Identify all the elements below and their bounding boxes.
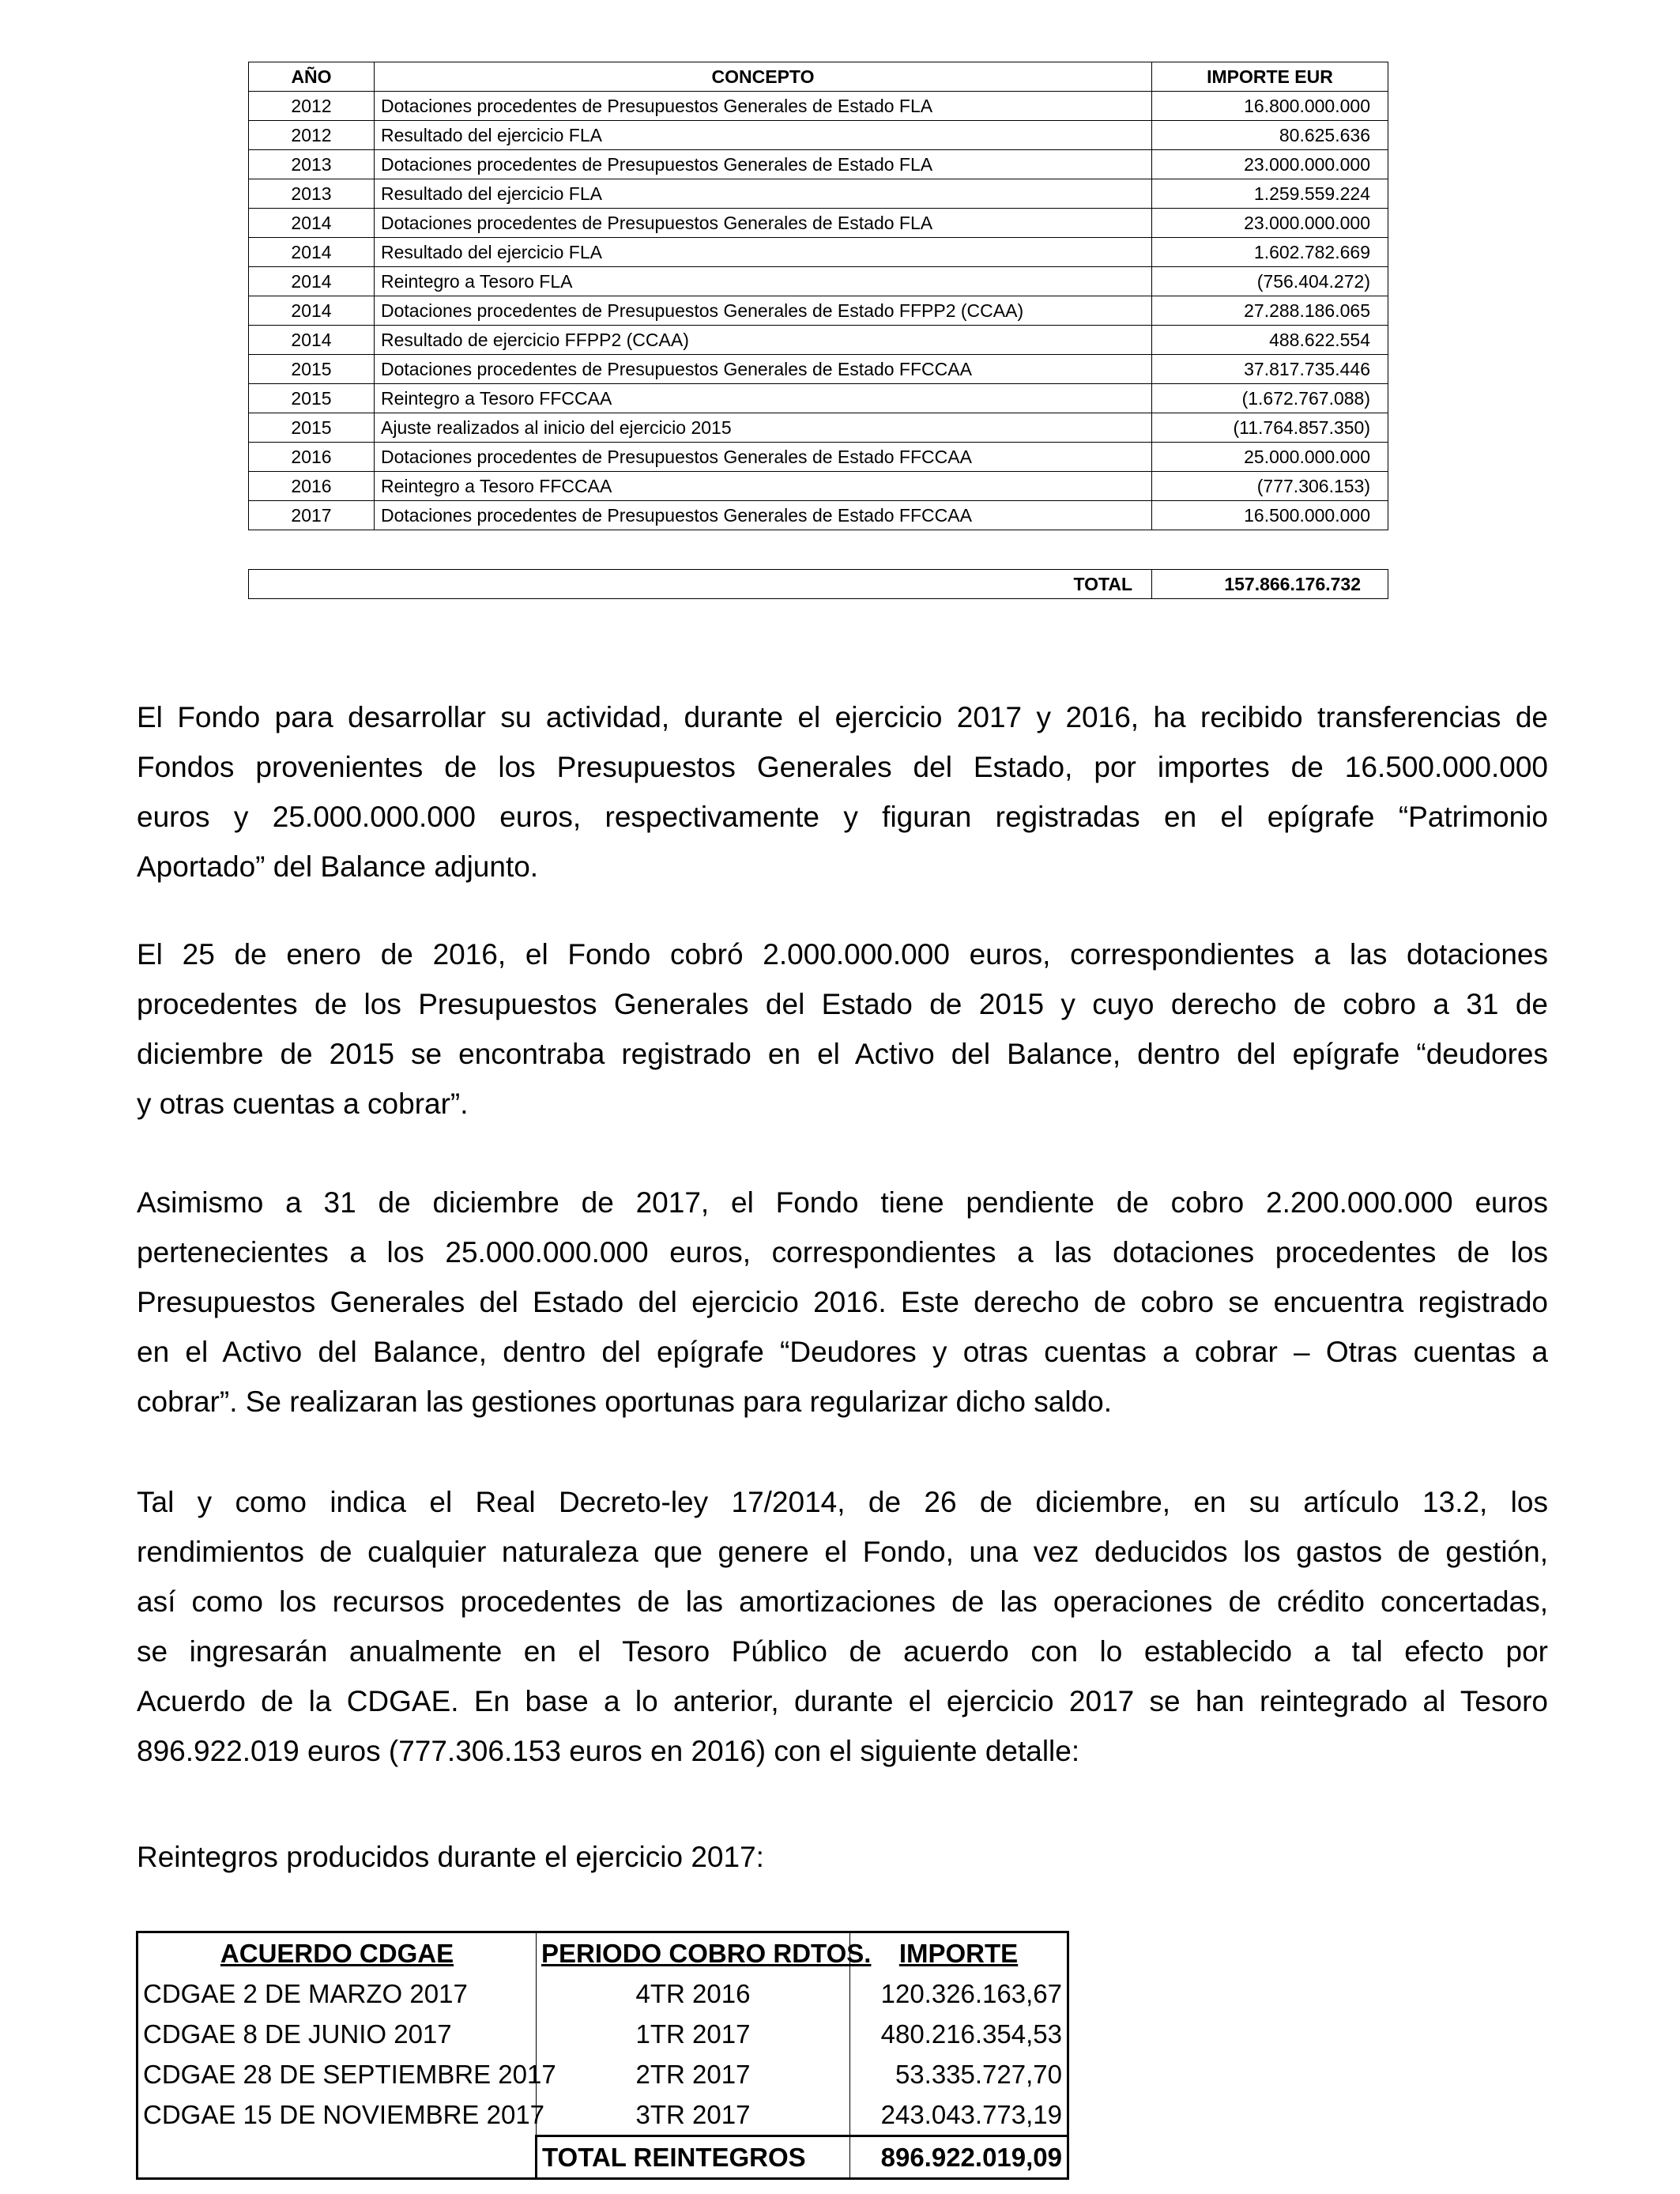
- table-header-row: [137, 1932, 1068, 1974]
- paragraph-pendiente-cobro: [137, 1178, 1548, 1427]
- row-year: 2013: [249, 150, 375, 179]
- paragraph-line: se ingresarán anualmente en el Tesoro Público de acuerdo con lo establecido a tal efecto por: [137, 1635, 1548, 1668]
- row-amount: 25.000.000.000: [1152, 443, 1388, 472]
- table-row: [249, 179, 1388, 209]
- row-amount: 80.625.636: [1152, 121, 1388, 150]
- reintegros-table: [136, 1931, 1069, 2180]
- header-amount: IMPORTE EUR: [1152, 62, 1388, 92]
- header-periodo: PERIODO COBRO RDTOS.: [537, 1932, 850, 1974]
- table-row: [137, 2054, 1068, 2094]
- paragraph-line: así como los recursos procedentes de las amortizaciones de las operaciones de crédito concertadas,: [137, 1585, 1548, 1618]
- row-concept: Reintegro a Tesoro FFCCAA: [375, 472, 1152, 501]
- row-amount: 1.602.782.669: [1152, 238, 1388, 267]
- paragraph-line: El Fondo para desarrollar su actividad, durante el ejercicio 2017 y 2016, ha recibido transferencias de: [137, 701, 1548, 733]
- aportaciones-total-table: [248, 569, 1388, 599]
- row-year: 2012: [249, 92, 375, 121]
- row-year: 2014: [249, 326, 375, 355]
- reintegros-table-body: [137, 1973, 1068, 2179]
- row-year: 2015: [249, 355, 375, 384]
- row-concept: Dotaciones procedentes de Presupuestos Generales de Estado FFPP2 (CCAA): [375, 296, 1152, 326]
- paragraph-line: en el Activo del Balance, dentro del epígrafe “Deudores y otras cuentas a cobrar – Otras cuentas a: [137, 1336, 1548, 1368]
- total-row: [249, 570, 1388, 599]
- row-concept: Ajuste realizados al inicio del ejercicio 2015: [375, 413, 1152, 443]
- header-concept: CONCEPTO: [375, 62, 1152, 92]
- table-row: [249, 209, 1388, 238]
- row-amount: (777.306.153): [1152, 472, 1388, 501]
- row-concept: Dotaciones procedentes de Presupuestos Generales de Estado FLA: [375, 209, 1152, 238]
- row-concept: Dotaciones procedentes de Presupuestos Generales de Estado FFCCAA: [375, 355, 1152, 384]
- row-amount: 27.288.186.065: [1152, 296, 1388, 326]
- table-row: [249, 296, 1388, 326]
- row-year: 2012: [249, 121, 375, 150]
- table-row: [249, 384, 1388, 413]
- row-year: 2015: [249, 413, 375, 443]
- row-concept: Resultado del ejercicio FLA: [375, 121, 1152, 150]
- table-row: [249, 472, 1388, 501]
- row-amount: 488.622.554: [1152, 326, 1388, 355]
- row-concept: Dotaciones procedentes de Presupuestos Generales de Estado FFCCAA: [375, 443, 1152, 472]
- paragraph-reintegros-intro: [137, 1832, 1548, 1882]
- row-importe: 480.216.354,53: [850, 2014, 1068, 2054]
- table-row: [249, 267, 1388, 296]
- paragraph-line: diciembre de 2015 se encontraba registrado en el Activo del Balance, dentro del epígrafe “deudores: [137, 1038, 1548, 1070]
- table-row: [249, 121, 1388, 150]
- row-year: 2017: [249, 501, 375, 530]
- total-reintegros-amount: 896.922.019,09: [850, 2136, 1068, 2179]
- row-acuerdo: CDGAE 8 DE JUNIO 2017: [143, 2019, 452, 2049]
- row-periodo: 4TR 2016: [537, 1973, 850, 2014]
- paragraph-line: Fondos provenientes de los Presupuestos Generales del Estado, por importes de 16.500.000.000: [137, 751, 1548, 783]
- row-amount: 23.000.000.000: [1152, 209, 1388, 238]
- table-row: [249, 326, 1388, 355]
- row-year: 2016: [249, 443, 375, 472]
- paragraph-line: Reintegros producidos durante el ejercicio 2017:: [137, 1841, 764, 1873]
- table-row: [249, 150, 1388, 179]
- total-reintegros-label: TOTAL REINTEGROS: [537, 2136, 850, 2179]
- row-concept: Resultado del ejercicio FLA: [375, 238, 1152, 267]
- aportaciones-table: [248, 62, 1388, 530]
- table-row: [137, 1973, 1068, 2014]
- row-amount: (1.672.767.088): [1152, 384, 1388, 413]
- row-importe: 120.326.163,67: [850, 1973, 1068, 2014]
- table-header-row: [249, 62, 1388, 92]
- row-amount: 23.000.000.000: [1152, 150, 1388, 179]
- row-year: 2014: [249, 296, 375, 326]
- row-amount: (11.764.857.350): [1152, 413, 1388, 443]
- aportaciones-table-body: [249, 92, 1388, 530]
- row-periodo: 2TR 2017: [537, 2054, 850, 2094]
- total-row: [137, 2136, 1068, 2179]
- row-concept: Resultado de ejercicio FFPP2 (CCAA): [375, 326, 1152, 355]
- paragraph-transferencias: [137, 692, 1548, 892]
- paragraph-line: pertenecientes a los 25.000.000.000 euros, correspondientes a las dotaciones procedentes de los: [137, 1236, 1548, 1269]
- table-row: [249, 92, 1388, 121]
- header-importe: IMPORTE: [850, 1932, 1068, 1974]
- table-row: [249, 501, 1388, 530]
- table-row: [249, 355, 1388, 384]
- table-row: [249, 238, 1388, 267]
- row-concept: Dotaciones procedentes de Presupuestos Generales de Estado FLA: [375, 150, 1152, 179]
- row-periodo: 1TR 2017: [537, 2014, 850, 2054]
- row-concept: Dotaciones procedentes de Presupuestos Generales de Estado FFCCAA: [375, 501, 1152, 530]
- row-acuerdo: CDGAE 2 DE MARZO 2017: [143, 1978, 468, 2008]
- total-amount: 157.866.176.732: [1152, 570, 1388, 599]
- row-importe: 243.043.773,19: [850, 2094, 1068, 2136]
- row-year: 2014: [249, 267, 375, 296]
- row-amount: 1.259.559.224: [1152, 179, 1388, 209]
- table-row: [137, 2014, 1068, 2054]
- paragraph-line: y otras cuentas a cobrar”.: [137, 1088, 469, 1120]
- row-acuerdo: CDGAE 15 DE NOVIEMBRE 2017: [143, 2100, 545, 2130]
- paragraph-line: 896.922.019 euros (777.306.153 euros en 2016) con el siguiente detalle:: [137, 1735, 1080, 1767]
- table-row: [249, 413, 1388, 443]
- row-concept: Dotaciones procedentes de Presupuestos Generales de Estado FLA: [375, 92, 1152, 121]
- paragraph-line: rendimientos de cualquier naturaleza que genere el Fondo, una vez deducidos los gastos de gestión,: [137, 1536, 1548, 1568]
- header-acuerdo: ACUERDO CDGAE: [220, 1938, 454, 1968]
- paragraph-line: Tal y como indica el Real Decreto-ley 17/2014, de 26 de diciembre, en su artículo 13.2, los: [137, 1486, 1548, 1518]
- total-label: TOTAL: [249, 570, 1152, 599]
- paragraph-line: Asimismo a 31 de diciembre de 2017, el Fondo tiene pendiente de cobro 2.200.000.000 euros: [137, 1186, 1548, 1219]
- paragraph-line: Presupuestos Generales del Estado del ejercicio 2016. Este derecho de cobro se encuentra registrado: [137, 1286, 1548, 1318]
- paragraph-line: Aportado” del Balance adjunto.: [137, 850, 539, 883]
- row-importe: 53.335.727,70: [850, 2054, 1068, 2094]
- row-amount: 16.800.000.000: [1152, 92, 1388, 121]
- paragraph-line: cobrar”. Se realizaran las gestiones oportunas para regularizar dicho saldo.: [137, 1385, 1113, 1418]
- row-year: 2014: [249, 209, 375, 238]
- row-concept: Resultado del ejercicio FLA: [375, 179, 1152, 209]
- paragraph-line: euros y 25.000.000.000 euros, respectivamente y figuran registradas en el epígrafe “Patrimonio: [137, 801, 1548, 833]
- row-concept: Reintegro a Tesoro FLA: [375, 267, 1152, 296]
- paragraph-real-decreto: [137, 1477, 1548, 1776]
- table-row: [249, 443, 1388, 472]
- row-amount: 16.500.000.000: [1152, 501, 1388, 530]
- row-periodo: 3TR 2017: [537, 2094, 850, 2136]
- empty-cell: [137, 2136, 537, 2179]
- paragraph-line: El 25 de enero de 2016, el Fondo cobró 2.000.000.000 euros, correspondientes a las dotaciones: [137, 938, 1548, 971]
- row-year: 2015: [249, 384, 375, 413]
- table-row: [137, 2094, 1068, 2136]
- header-year: AÑO: [249, 62, 375, 92]
- row-year: 2016: [249, 472, 375, 501]
- row-year: 2013: [249, 179, 375, 209]
- row-amount: 37.817.735.446: [1152, 355, 1388, 384]
- row-acuerdo: CDGAE 28 DE SEPTIEMBRE 2017: [143, 2059, 556, 2089]
- paragraph-cobro-2016: [137, 929, 1548, 1129]
- row-year: 2014: [249, 238, 375, 267]
- row-amount: (756.404.272): [1152, 267, 1388, 296]
- paragraph-line: procedentes de los Presupuestos Generales del Estado de 2015 y cuyo derecho de cobro a 31 de: [137, 988, 1548, 1020]
- paragraph-line: Acuerdo de la CDGAE. En base a lo anterior, durante el ejercicio 2017 se han reintegrado al Tesoro: [137, 1685, 1548, 1717]
- row-concept: Reintegro a Tesoro FFCCAA: [375, 384, 1152, 413]
